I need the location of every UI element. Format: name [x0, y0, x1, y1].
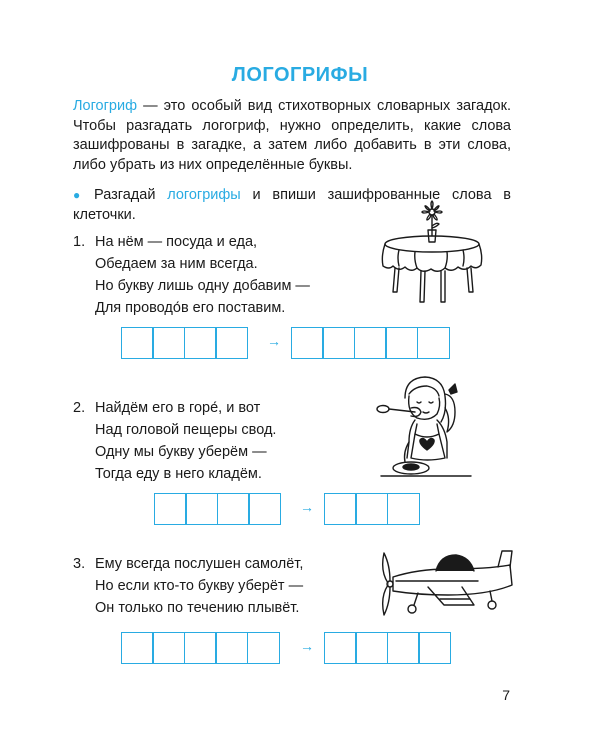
letter-cell[interactable]: [291, 327, 324, 359]
riddle-number: 1.: [73, 234, 86, 250]
letter-cell[interactable]: [215, 632, 248, 664]
riddle-line: Ему всегда послушен самолёт,: [95, 556, 304, 572]
task-term: логогрифы: [167, 187, 241, 203]
riddle-line: Одну мы букву уберём —: [95, 444, 267, 460]
table-with-flower-icon: [375, 200, 490, 310]
riddle-line: На нём — посуда и еда,: [95, 234, 258, 250]
letter-cell[interactable]: [322, 327, 355, 359]
intro-paragraph: [73, 97, 511, 175]
answer-row-1: [121, 327, 471, 359]
letter-cell[interactable]: [355, 632, 388, 664]
arrow-icon: →: [300, 638, 314, 654]
riddle-2: [73, 397, 393, 487]
second-word-cells: [324, 493, 418, 525]
second-word-cells: [291, 327, 448, 359]
girl-eating-icon: [375, 372, 475, 482]
riddle-line: Тогда еду в него кладём.: [95, 466, 262, 482]
letter-cell[interactable]: [387, 632, 420, 664]
letter-cell[interactable]: [324, 632, 357, 664]
letter-cell[interactable]: [324, 493, 357, 525]
riddle-number: 3.: [73, 556, 86, 572]
letter-cell[interactable]: [152, 327, 185, 359]
intro-term: Логогриф: [73, 98, 137, 114]
page-number: 7: [502, 687, 510, 703]
intro-text: — это особый вид стихотворных словарных загадок. Чтобы разгадать логогриф, нужно определить, какие слова зашифрованы в загадке, а затем либо добавить в эти слова, либо убрать из них определённые буквы.: [73, 98, 511, 173]
arrow-icon: →: [300, 499, 314, 515]
letter-cell[interactable]: [354, 327, 387, 359]
riddle-1: [73, 231, 393, 321]
letter-cell[interactable]: [152, 632, 185, 664]
riddle-line: Найдём его в горе́, и вот: [95, 400, 261, 416]
letter-cell[interactable]: [184, 327, 217, 359]
task-text-after: и впиши зашифрованные слова в клеточки.: [73, 187, 512, 223]
task-text-before: Разгадай: [94, 187, 168, 203]
letter-cell[interactable]: [217, 493, 250, 525]
riddle-number: 2.: [73, 400, 86, 416]
airplane-icon: [378, 543, 518, 623]
first-word-cells: [154, 493, 280, 525]
riddle-line: Но если кто-то букву уберёт —: [95, 578, 304, 594]
first-word-cells: [121, 327, 247, 359]
letter-cell[interactable]: [387, 493, 420, 525]
first-word-cells: [121, 632, 278, 664]
riddle-3: [73, 553, 393, 623]
riddle-line: Он только по течению плывёт.: [95, 600, 300, 616]
riddle-line: Но букву лишь одну добавим —: [95, 278, 310, 294]
letter-cell[interactable]: [121, 327, 154, 359]
letter-cell[interactable]: [418, 632, 451, 664]
page-title: ЛОГОГРИФЫ: [231, 64, 369, 86]
riddle-line: Над головой пещеры свод.: [95, 422, 277, 438]
letter-cell[interactable]: [247, 632, 280, 664]
letter-cell[interactable]: [385, 327, 418, 359]
letter-cell[interactable]: [355, 493, 388, 525]
letter-cell[interactable]: [121, 632, 154, 664]
letter-cell[interactable]: [185, 493, 218, 525]
bullet-icon: ●: [73, 188, 89, 202]
answer-row-3: [121, 632, 471, 664]
riddle-line: Обедаем за ним всегда.: [95, 256, 258, 272]
letter-cell[interactable]: [154, 493, 187, 525]
riddle-line: Для проводо́в его поставим.: [95, 300, 286, 316]
second-word-cells: [324, 632, 450, 664]
letter-cell[interactable]: [417, 327, 450, 359]
letter-cell[interactable]: [184, 632, 217, 664]
letter-cell[interactable]: [248, 493, 281, 525]
arrow-icon: →: [267, 333, 281, 349]
letter-cell[interactable]: [215, 327, 248, 359]
answer-row-2: [154, 493, 454, 525]
